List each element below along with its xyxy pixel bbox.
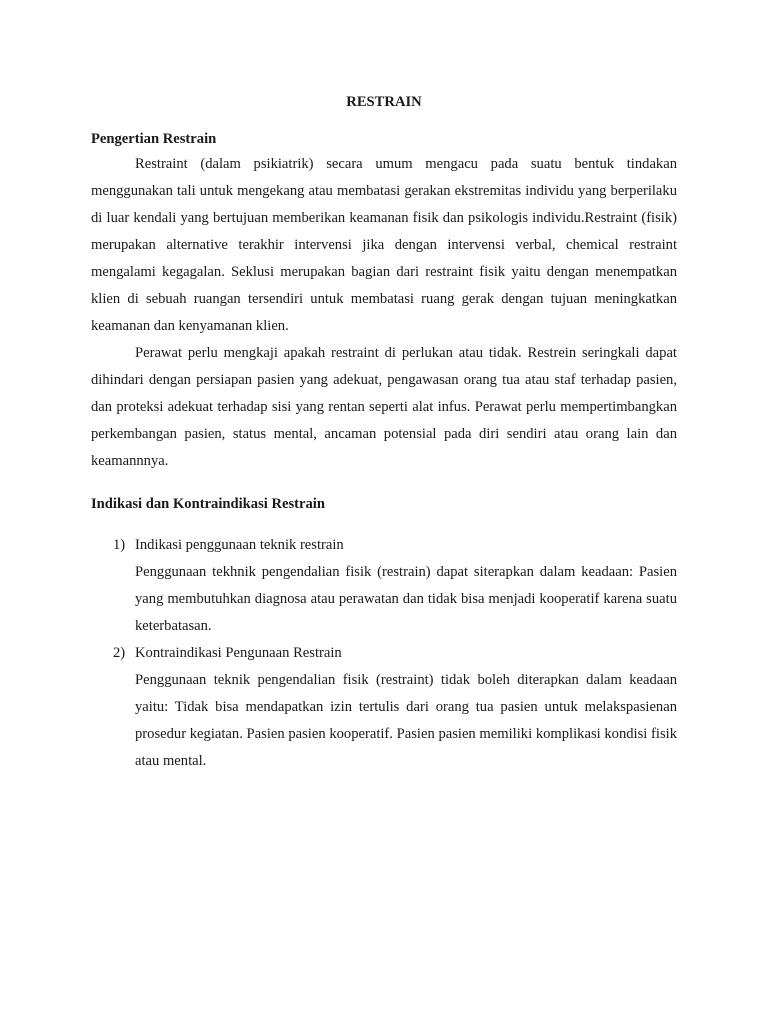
list-marker: 2)	[113, 645, 126, 661]
list-item-indication	[91, 532, 677, 640]
list-item-body: Penggunaan tekhnik pengendalian fisik (restrain) dapat siterapkan dalam keadaan: Pasien yang membutuhkan diagnosa atau perawatan dan tidak bisa menjadi kooperatif karena suatu keterbatasan.	[135, 564, 677, 634]
list-item-title: Indikasi penggunaan teknik restrain	[135, 537, 344, 553]
list-item-contraindication	[91, 640, 677, 775]
list-item-body: Penggunaan teknik pengendalian fisik (restraint) tidak boleh diterapkan dalam keadaan yaitu: Tidak bisa mendapatkan izin tertulis dari orang tua pasien untuk melakspasienan prosedur kegiatan. Pasien pasien kooperatif. Pasien pasien memiliki komplikasi kondisi fisik atau mental.	[135, 672, 677, 769]
list-marker: 1)	[113, 537, 126, 553]
paragraph-definition: Restraint (dalam psikiatrik) secara umum mengacu pada suatu bentuk tindakan menggunakan tali untuk mengekang atau membatasi gerakan ekstremitas individu yang berperilaku di luar kendali yang bertujuan memberikan keamanan fisik dan psikologis individu.Restraint (fisik) merupakan alternative terakhir intervensi jika dengan intervensi verbal, chemical restraint mengalami kegagalan. Seklusi merupakan bagian dari restraint fisik yaitu dengan menempatkan klien di sebuah ruangan tersendiri untuk membatasi ruang gerak dengan tujuan meningkatkan keamanan dan kenyamanan klien.	[91, 156, 677, 334]
section-heading-pengertian: Pengertian Restrain	[91, 131, 217, 147]
section-heading-indications: Indikasi dan Kontraindikasi Restrain	[91, 496, 325, 512]
document-title: RESTRAIN	[346, 94, 422, 110]
list-item-title: Kontraindikasi Pengunaan Restrain	[135, 645, 342, 661]
paragraph-nursing-assessment: Perawat perlu mengkaji apakah restraint di perlukan atau tidak. Restrein seringkali dapat dihindari dengan persiapan pasien yang adekuat, pengawasan orang tua atau staf terhadap pasien, dan proteksi adekuat terhadap sisi yang rentan seperti alat infus. Perawat perlu mempertimbangkan perkembangan pasien, status mental, ancaman potensial pada diri sendiri atau orang lain dan keamannnya.	[91, 345, 677, 469]
indications-list	[91, 532, 677, 775]
